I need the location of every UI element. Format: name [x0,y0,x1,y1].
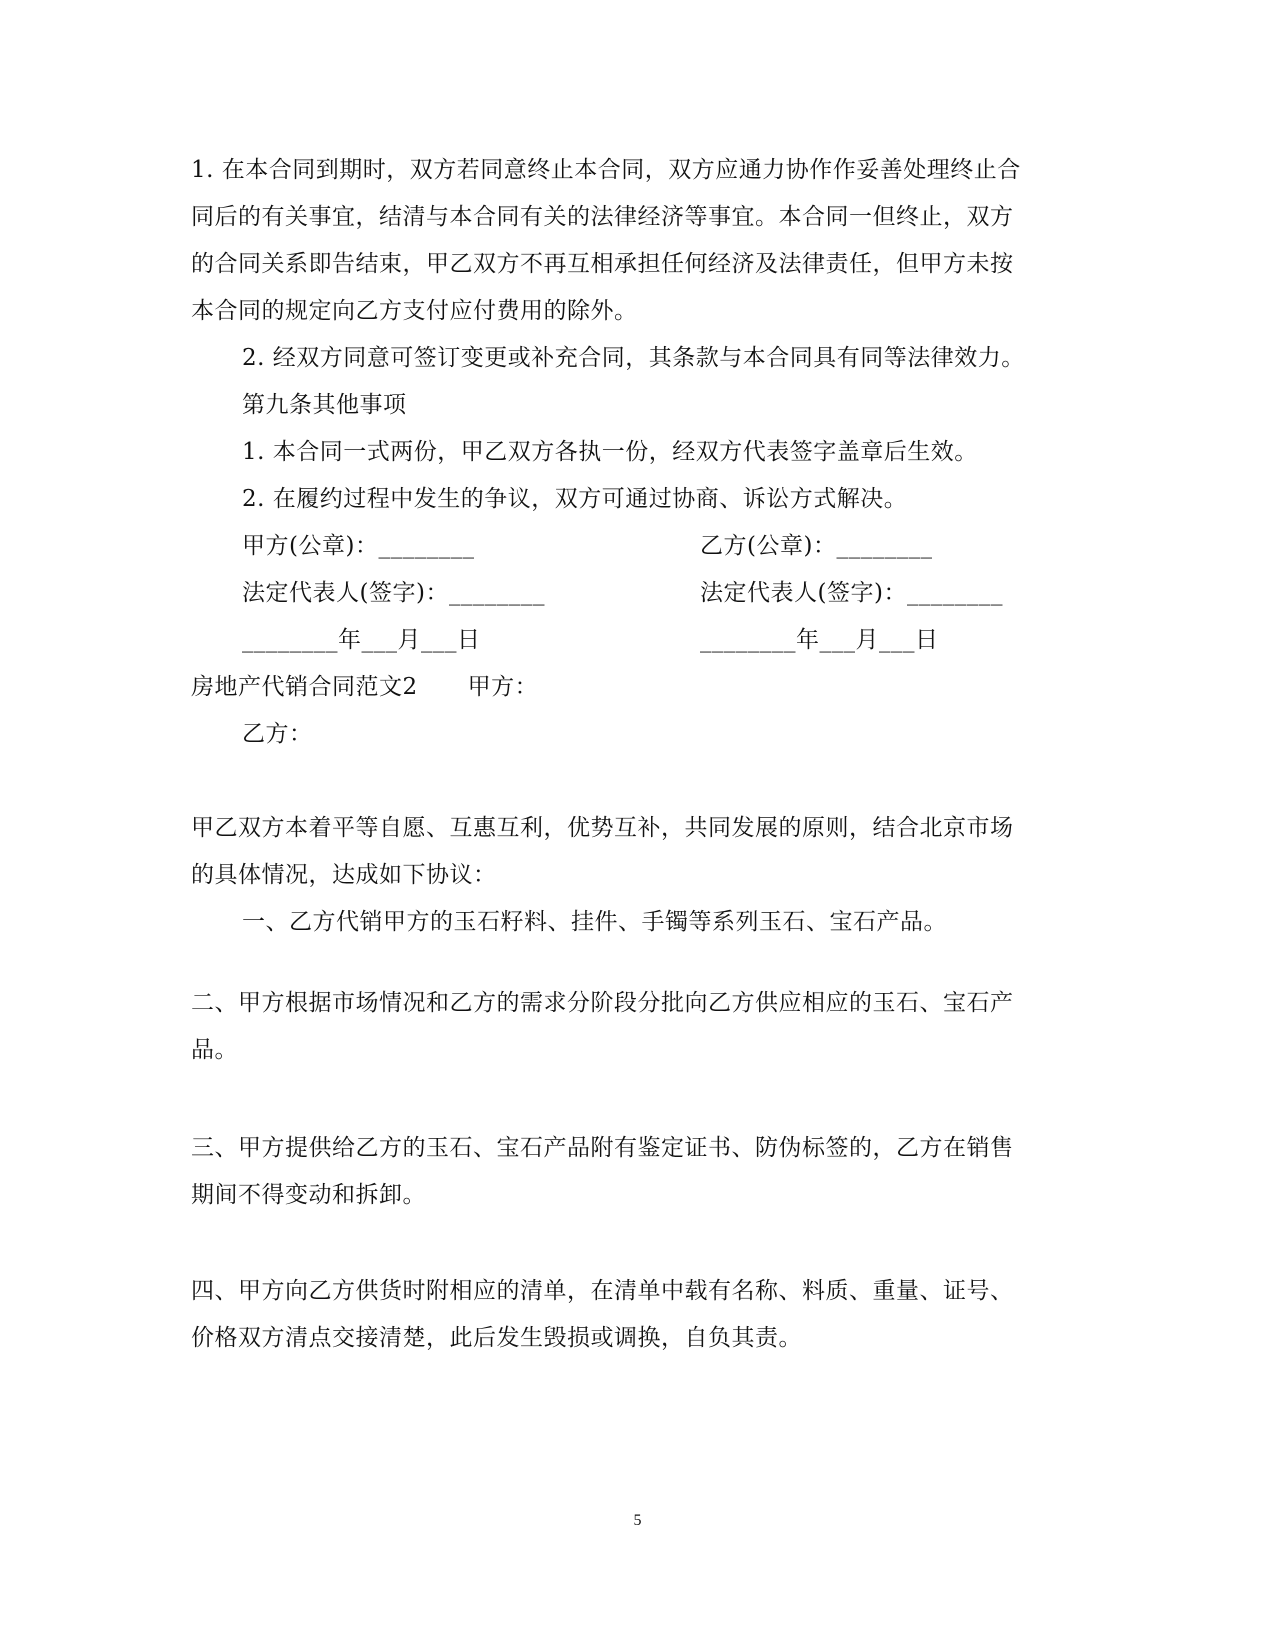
section9-clause2: 2. 在履约过程中发生的争议，双方可通过协商、诉讼方式解决。 [242,486,908,512]
second-contract-party-b: 乙方： [242,721,313,747]
item2-line2: 品。 [191,1037,238,1063]
item3-line1: 三、甲方提供给乙方的玉石、宝石产品附有鉴定证书、防伪标签的，乙方在销售 [191,1135,1014,1161]
section8-clause2: 2. 经双方同意可签订变更或补充合同，其条款与本合同具有同等法律效力。 [242,345,1025,371]
section8-clause1-line1: 1. 在本合同到期时，双方若同意终止本合同，双方应通力协作作妥善处理终止合 [191,157,1021,183]
item1: 一、乙方代销甲方的玉石籽料、挂件、手镯等系列玉石、宝石产品。 [242,909,947,935]
item3-line2: 期间不得变动和拆卸。 [191,1182,426,1208]
section8-clause1-line3: 的合同关系即告结束，甲乙双方不再互相承担任何经济及法律责任，但甲方未按 [191,251,1014,277]
party-a-representative-line: 法定代表人(签字)：________ [242,580,545,606]
item4-line2: 价格双方清点交接清楚，此后发生毁损或调换，自负其责。 [191,1325,802,1351]
party-a-date-line: ________年___月___日 [242,627,481,653]
section9-clause1: 1. 本合同一式两份，甲乙双方各执一份，经双方代表签字盖章后生效。 [242,439,978,465]
section8-clause1-line4: 本合同的规定向乙方支付应付费用的除外。 [191,298,638,324]
item4-line1: 四、甲方向乙方供货时附相应的清单，在清单中载有名称、料质、重量、证号、 [191,1278,1014,1304]
party-b-seal-line: 乙方(公章)：________ [700,533,933,559]
second-contract-title: 房地产代销合同范文2 [191,674,418,700]
item2-line1: 二、甲方根据市场情况和乙方的需求分阶段分批向乙方供应相应的玉石、宝石产 [191,990,1014,1016]
second-contract-party-a: 甲方： [467,674,539,700]
intro-line2: 的具体情况，达成如下协议： [191,862,497,888]
second-contract-heading [191,672,538,702]
party-a-seal-line: 甲方(公章)：________ [242,533,475,559]
intro-line1: 甲乙双方本着平等自愿、互惠互利，优势互补，共同发展的原则，结合北京市场 [191,815,1014,841]
section8-clause1-line2: 同后的有关事宜，结清与本合同有关的法律经济等事宜。本合同一但终止，双方 [191,204,1014,230]
party-b-date-line: ________年___月___日 [700,627,939,653]
section9-title: 第九条其他事项 [242,392,407,418]
party-b-representative-line: 法定代表人(签字)：________ [700,580,1003,606]
page-number: 5 [633,1512,642,1529]
